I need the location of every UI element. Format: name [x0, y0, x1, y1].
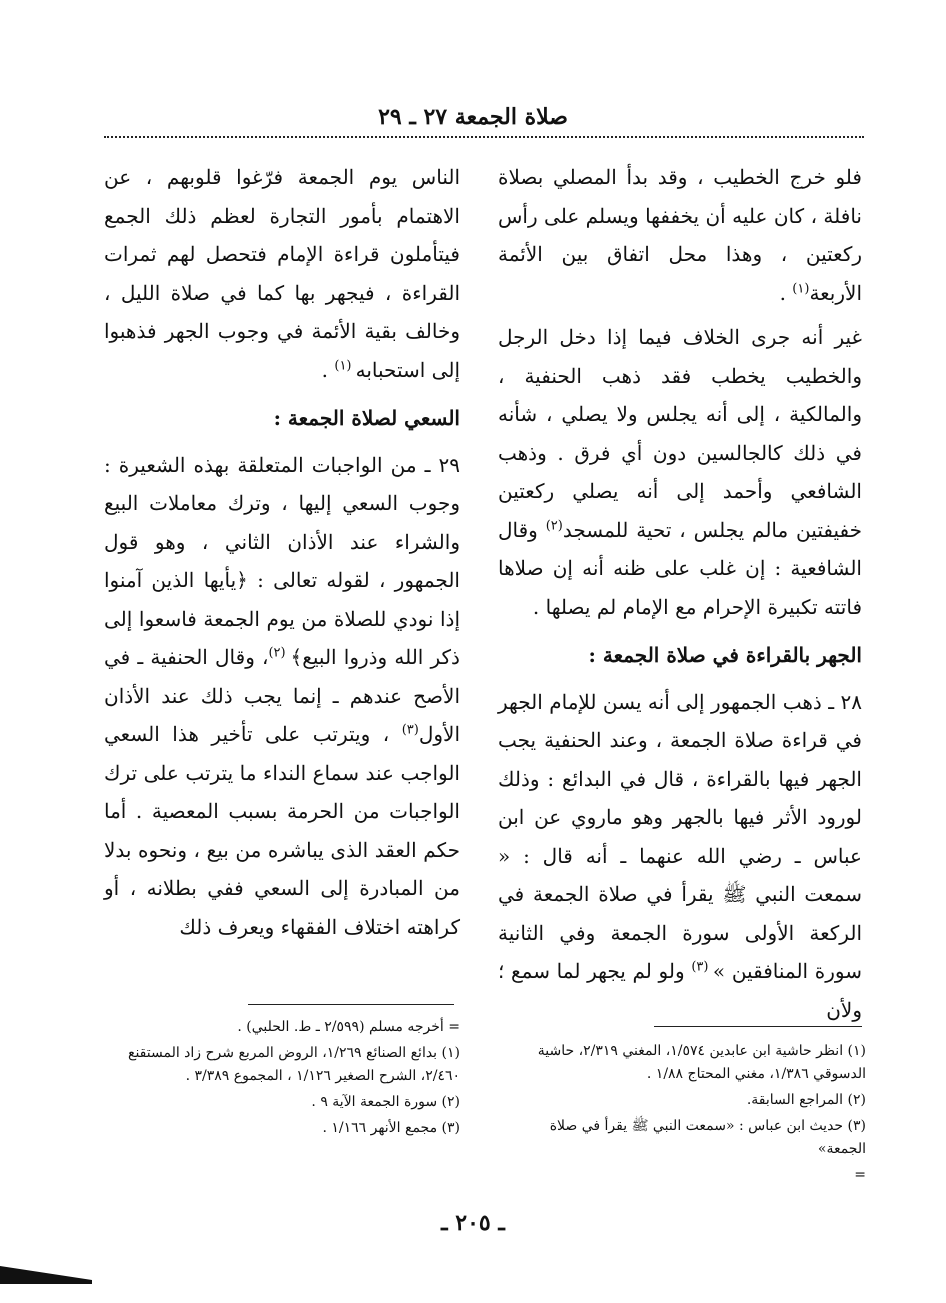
footnote-divider [654, 1026, 862, 1027]
footnote-ref: (٣) [691, 959, 713, 975]
footnote-ref: (٢) [545, 517, 563, 533]
footnote-divider [248, 1004, 454, 1005]
paragraph-text: غير أنه جرى الخلاف فيما إذا دخل الرجل والخطيب يخطب فقد ذهب الحنفية ، والمالكية ، إلى أنه يجلس ولا يصلي ، شأنه في ذلك كالجالسين دون أي فرق . وذهب الشافعي وأحمد إلى أنه يصلي ركعتين خفيفتين مالم يجلس ، تحية للمسجد [498, 325, 862, 542]
footnote-ref: (١) [792, 280, 810, 296]
paragraph-text: الناس يوم الجمعة فرّغوا قلوبهم ، عن الاهتمام بأمور التجارة لعظم ذلك الجمع فيتأملون قراءة الإمام فتحصل لهم ثمرات القراءة ، فيجهر بها كما في صلاة الليل ، وخالف بقية الأئمة في وجوب الجهر فذهبوا إلى استحبابه [104, 165, 460, 382]
footnote: (١) انظر حاشية ابن عابدين ١/٥٧٤، المغني ٢/٣١٩، حاشية الدسوقي ١/٣٨٦، مغني المحتاج ١/٨٨ . [537, 1043, 866, 1082]
footnotes-right [498, 1040, 866, 1190]
left-text-column [104, 158, 460, 952]
page-header-title: صلاة الجمعة ٢٧ ـ ٢٩ [378, 104, 568, 130]
paragraph-text: ولو لم يجهر لما سمع ؛ ولأن [498, 959, 862, 1022]
footnote: (٣) حديث ابن عباس : «سمعت النبي ﷺ يقرأ في صلاة الجمعة» [549, 1118, 866, 1157]
footnote-ref: (١) [334, 357, 356, 373]
paragraph [104, 446, 460, 947]
footnote: (٢) المراجع السابقة. [746, 1092, 866, 1108]
section-heading: السعي لصلاة الجمعة : [273, 406, 460, 430]
paragraph [104, 158, 460, 389]
header-divider [104, 136, 864, 138]
footnote-ref: (٣) [401, 722, 419, 738]
footnote: (٣) مجمع الأنهر ١/١٦٦ . [322, 1120, 460, 1136]
section-heading: الجهر بالقراءة في صلاة الجمعة : [588, 643, 862, 667]
footnote-continuation-mark: = [854, 1167, 866, 1183]
footnotes-left [100, 1016, 460, 1143]
paragraph-text: . [321, 357, 335, 382]
scan-edge-shadow [0, 1262, 92, 1284]
paragraph-text: ، وقال الحنفية ـ في الأصح عندهم ـ إنما يجب ذلك عند الأذان الأول [104, 645, 460, 746]
right-text-column [498, 158, 862, 1035]
footnote-ref: (٢) [268, 645, 291, 661]
paragraph [498, 318, 862, 626]
page-number: ـ ٢٠٥ ـ [441, 1210, 505, 1236]
footnote: (٢) سورة الجمعة الآية ٩ . [311, 1094, 460, 1110]
footnote: = أخرجه مسلم (٢/٥٩٩ ـ ط. الحلبي) . [237, 1019, 460, 1035]
paragraph-text: ٢٨ ـ ذهب الجمهور إلى أنه يسن للإمام الجهر في قراءة صلاة الجمعة ، وعند الحنفية يجب الجهر فيها بالقراءة ، قال في البدائع : وذلك لورود الأثر فيها بالجهر وهو ماروي عن ابن عباس ـ رضي الله عنهما ـ أنه قال : « سمعت النبي ﷺ يقرأ في صلاة الجمعة في الركعة الأولى سورة الجمعة وفي الثانية سورة المنافقين » [498, 689, 862, 983]
paragraph [498, 158, 862, 312]
paragraph-text: . [779, 280, 793, 305]
paragraph-text: ٢٩ ـ من الواجبات المتعلقة بهذه الشعيرة : وجوب السعي إليها ، وترك معاملات البيع والشراء عند الأذان الثاني ، وهو قول الجمهور ، لقوله تعالى : ﴿يأيها الذين آمنوا إذا نودي للصلاة من يوم الجمعة فاسعوا إلى ذكر الله وذروا البيع﴾ [104, 452, 460, 669]
paragraph-text: وقال الشافعية : إن غلب على ظنه أنه إن صلاها فاتته تكبيرة الإحرام مع الإمام لم يصلها . [498, 517, 862, 619]
footnote: (١) بدائع الصنائع ١/٢٦٩، الروض المربع شرح زاد المستقنع ٢/٤٦٠، الشرح الصغير ١/١٢٦ ، المجموع ٣/٣٨٩ . [128, 1045, 460, 1084]
paragraph-text: ، ويترتب على تأخير هذا السعي الواجب عند سماع النداء ما يترتب على ترك الواجبات من الحرمة بسبب المعصية . أما حكم العقد الذى يباشره من بيع ، ونحوه بدلا من المبادرة إلى السعي ففي بطلانه ، أو كراهته اختلاف الفقهاء ويعرف ذلك [104, 722, 460, 939]
paragraph [498, 683, 862, 1030]
paragraph-text: فلو خرج الخطيب ، وقد بدأ المصلي بصلاة نافلة ، كان عليه أن يخففها ويسلم على رأس ركعتين ، وهذا محل اتفاق بين الأئمة الأربعة [498, 165, 862, 305]
